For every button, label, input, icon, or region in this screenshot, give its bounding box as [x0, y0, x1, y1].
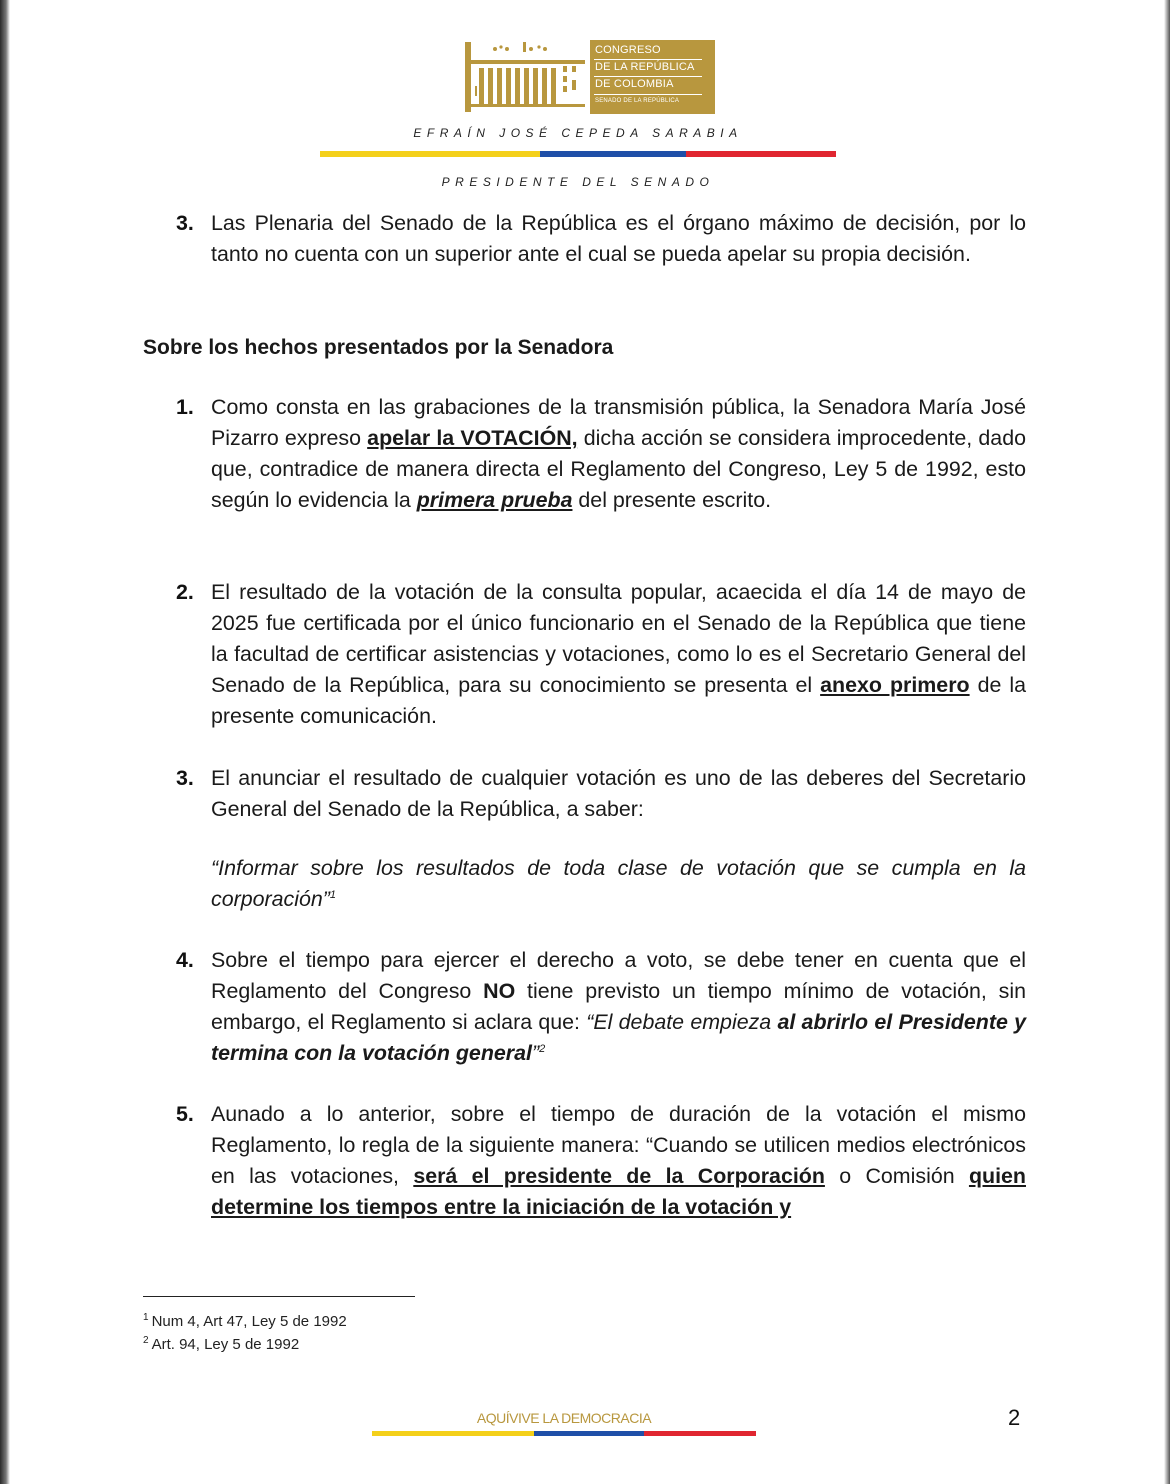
footnote-1-ref: 1 — [143, 1312, 149, 1323]
fact-1-part-2: dicha acción se considera improcedente, dado que, contradice de manera directa el Reglamento del Congreso, Ley 5 de 1992, esto según lo evidencia la — [211, 426, 1026, 512]
scan-edge-right — [1164, 0, 1170, 1484]
fact-2-number: 2. — [176, 580, 194, 604]
fact-2-part-1: El resultado de la votación de la consulta popular, acaecida el día 14 de mayo de 2025 fue certificada por el único funcionario en el Senado de la República que tiene la facultad de certificar asistencias y votaciones, como lo es el Secretario General del Senado de la República, para su conocimiento se presenta el — [211, 580, 1026, 697]
logo-line-3: DE COLOMBIA — [595, 78, 674, 90]
footnote-ref-2: 2 — [539, 1042, 546, 1055]
fact-4-bold-italic: al abrirlo el Presidente y termina con la votación general — [211, 1010, 1027, 1065]
logo-line-1: CONGRESO — [595, 44, 661, 56]
footer-flag-bar — [372, 1431, 756, 1436]
fact-2-emphasis-1: anexo primero — [820, 673, 970, 697]
fact-1-emphasis-2: primera prueba — [416, 488, 573, 512]
fact-5-emphasis-2: quien determine los tiempos entre la iniciación de la votación y — [211, 1164, 1026, 1219]
fact-4-italic-2: ” — [531, 1041, 540, 1065]
page-number: 2 — [1008, 1405, 1021, 1430]
fact-1-part-1: Como consta en las grabaciones de la transmisión pública, la Senadora María José Pizarro expreso — [211, 395, 1026, 450]
fact-3-text: El anunciar el resultado de cualquier votación es uno de las deberes del Secretario General del Senado de la República, a saber: — [211, 766, 1026, 821]
footnote-ref-1: 1 — [329, 888, 337, 901]
footnote-2 — [143, 1335, 299, 1354]
senate-logo — [465, 40, 717, 114]
fact-4-text — [211, 945, 1026, 1069]
fact-2-text — [211, 577, 1026, 732]
top-item-number: 3. — [176, 211, 194, 235]
fact-1-emphasis-1: apelar la VOTACIÓN, — [367, 426, 578, 450]
fact-3-quote — [211, 853, 1026, 915]
header-flag-bar — [320, 151, 836, 157]
footnote-1-text: Num 4, Art 47, Ley 5 de 1992 — [151, 1313, 347, 1330]
fact-4-bold: NO — [483, 979, 516, 1003]
fact-5-text — [211, 1099, 1026, 1223]
fact-5-part-2: o Comisión — [824, 1164, 969, 1188]
header-title: PRESIDENTE DEL SENADO — [441, 175, 715, 189]
fact-1-part-3: del presente escrito. — [572, 488, 772, 512]
logo-wordmark — [590, 40, 715, 114]
senate-building-icon — [465, 40, 585, 114]
fact-5-part-1: Aunado a lo anterior, sobre el tiempo de duración de la votación el mismo Reglamento, lo regla de la siguiente manera: “Cuando se utilicen medios electrónicos en las votaciones, — [211, 1102, 1026, 1188]
fact-3-number: 3. — [176, 766, 194, 790]
footnote-2-text: Art. 94, Ley 5 de 1992 — [151, 1336, 300, 1353]
footer-slogan: AQUÍVIVE LA DEMOCRACIA — [476, 1410, 652, 1426]
footnote-divider — [143, 1296, 415, 1297]
top-item-text: Las Plenaria del Senado de la República es el órgano máximo de decisión, por lo tanto no cuenta con un superior ante el cual se pueda apelar su propia decisión. — [211, 211, 1026, 266]
scan-edge-left — [0, 0, 10, 1484]
fact-4-part-1: Sobre el tiempo para ejercer el derecho a voto, se debe tener en cuenta que el Reglamento del Congreso — [211, 948, 1026, 1003]
footnote-1 — [143, 1312, 347, 1331]
logo-line-4: SENADO DE LA REPÚBLICA — [595, 98, 680, 104]
fact-1-text — [211, 392, 1026, 516]
fact-5-number: 5. — [176, 1102, 194, 1126]
fact-4-italic-1: “El debate empieza — [586, 1010, 778, 1034]
fact-3-quote-text: “Informar sobre los resultados de toda clase de votación que se cumpla en la corporación” — [211, 856, 1026, 911]
fact-4-number: 4. — [176, 948, 194, 972]
section-heading: Sobre los hechos presentados por la Senadora — [143, 336, 614, 359]
header-name: EFRAÍN JOSÉ CEPEDA SARABIA — [413, 126, 743, 140]
fact-4-part-2: tiene previsto un tiempo mínimo de votación, sin embargo, el Reglamento si aclara que: — [211, 979, 1026, 1034]
logo-line-2: DE LA REPÚBLICA — [595, 61, 695, 73]
footnote-2-ref: 2 — [143, 1335, 149, 1346]
fact-1-number: 1. — [176, 395, 194, 419]
fact-5-emphasis-1: será el presidente de la Corporación — [413, 1164, 825, 1188]
fact-2-part-2: de la presente comunicación. — [211, 673, 1027, 728]
